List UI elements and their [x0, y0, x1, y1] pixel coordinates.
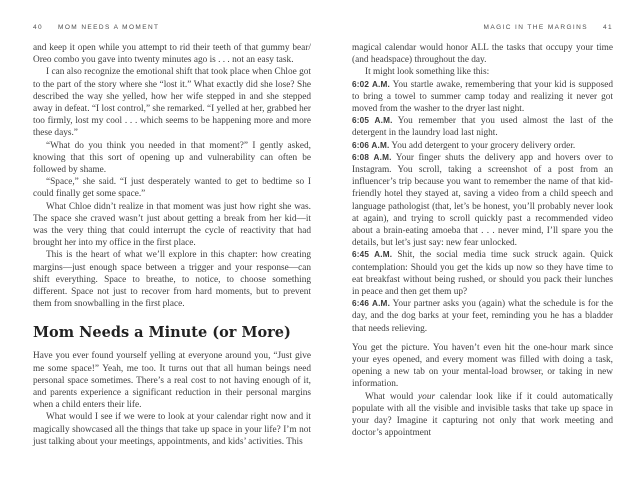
- entry-time: 6:46 A.M.: [352, 299, 391, 309]
- paragraph: “Space,” she said. “I just desperately wanted to get to bedtime so I could finally get some space.”: [33, 177, 311, 200]
- paragraph: What would I see if we were to look at your calendar right now and it magically showcased all the things that take up space in your life? I’m not just talking about your meetings, appointments, and kids’ activities. This: [33, 412, 311, 447]
- entry-text: Your partner asks you (again) what the schedule is for the day, and the dog barks at your feet, reminding you he has a bladder that needs relieving.: [352, 299, 613, 334]
- closing-paragraphs: [352, 342, 613, 440]
- paragraph: It might look something like this:: [365, 67, 490, 78]
- paragraph: Have you ever found yourself yelling at everyone around you, “Just give me some space!” Yeah, me too. It turns out that all human beings need personal space sometimes. There’s a real cost to not having enough of it, and parents experience a significant reduction in their personal margins when a child enters their life.: [33, 351, 311, 411]
- entry-text: You remember that you used almost the last of the detergent in the laundry load last night.: [352, 116, 613, 139]
- paragraph: This is the heart of what we’ll explore in this chapter: how creating margins—just enough space between a trigger and your response—can shift everything. Space to breathe, to notice, to choose something different. Space not just to recover from hard moments, but to prevent them from snowballing in the first place.: [33, 250, 311, 310]
- schedule-entry: [352, 298, 613, 335]
- entry-time: 6:02 A.M.: [352, 79, 391, 89]
- left-running-header: [33, 24, 311, 31]
- schedule-entry: [352, 152, 613, 250]
- right-page-body: [352, 42, 613, 440]
- left-page: [33, 24, 311, 448]
- entry-text: You startle awake, remembering that your kid is supposed to bring a towel to summer camp today and realizing it never got moved from the washer to the dryer last night.: [352, 79, 613, 115]
- paragraph: I can also recognize the emotional shift that took place when Chloe got to the part of the story where she “lost it.” What exactly did she lose? She described the way she yelled, how her wife stepped in and she stepped away in defeat. “I lost control,” she remarked. “I yelled at her, grabbed her too firmly, lost my cool . . . which seems to be happening more and more these days.”: [33, 67, 311, 139]
- entry-text: You add detergent to your grocery delivery order.: [389, 140, 576, 151]
- right-running-header: [352, 24, 613, 31]
- left-page-body: [33, 42, 311, 448]
- paragraph: What Chloe didn’t realize in that moment was just how right she was. The space she craved wasn’t just about getting a break from her kid—it was the very thing that could interrupt the cycle of reactivity that had brought her into my office in the first place.: [33, 201, 311, 249]
- right-running-head: MAGIC IN THE MARGINS: [483, 24, 588, 31]
- paragraph: “What do you think you needed in that moment?” I gently asked, knowing that this sort of opening up and vulnerability can often be followed by shame.: [33, 140, 311, 176]
- paragraph: and keep it open while you attempt to rid their teeth of that gummy bear/ Oreo combo you gave into twenty minutes ago is . . . not an easy task.: [33, 43, 311, 66]
- left-page-number: 40: [33, 24, 44, 31]
- entry-text: Shit, the social media time suck struck again. Quick contemplation: Should you get the kids up now so they have time to eat breakfast without being rushed, or should you pack their lunches in peace and then get them up?: [352, 250, 613, 298]
- closing-2-italic-word: your: [418, 391, 436, 402]
- paragraph: [352, 391, 613, 440]
- closing-2-post: calendar look like if it could automatically populate with all the visible and invisible tasks that take up space in your day? Imagine it capturing not only that work meeting and doctor’s appointment: [352, 391, 613, 439]
- paragraph: You get the picture. You haven’t even hit the one-hour mark since your eyes opened, and every moment was filled with doing a task, opening a new tab on your mental-load browser, or taking in new information.: [352, 342, 613, 390]
- right-page: [352, 24, 613, 440]
- entry-time: 6:08 A.M.: [352, 152, 392, 162]
- entry-time: 6:45 A.M.: [352, 250, 393, 260]
- schedule-entry: [352, 249, 613, 298]
- paragraph: magical calendar would honor ALL the tasks that occupy your time (and headspace) throughout the day.: [352, 43, 613, 66]
- right-page-number: 41: [602, 24, 613, 31]
- left-running-head: MOM NEEDS A MOMENT: [58, 24, 160, 31]
- entry-text: Your finger shuts the delivery app and hovers over to Instagram. You scroll, taking a screenshot of a post from an influencer’s trip because you want to remember the name of that kid-friendly hotel they stayed at, saving a video from a child speech and language pathologist (that, let’s be honest, you’ll probably never look at again), and trying to scroll quickly past a recommended video about a brain-eating amoeba that . . . never mind, I’ll spare you the details, but let’s just say: new fear unlocked.: [352, 152, 613, 249]
- entry-time: 6:05 A.M.: [352, 116, 393, 126]
- section-heading: Mom Needs a Minute (or More): [33, 324, 291, 342]
- schedule-entry: [352, 79, 613, 116]
- schedule-entry: [352, 140, 613, 152]
- entry-time: 6:06 A.M.: [352, 140, 390, 150]
- schedule-entry: [352, 115, 613, 139]
- closing-2-pre: What would: [365, 391, 419, 402]
